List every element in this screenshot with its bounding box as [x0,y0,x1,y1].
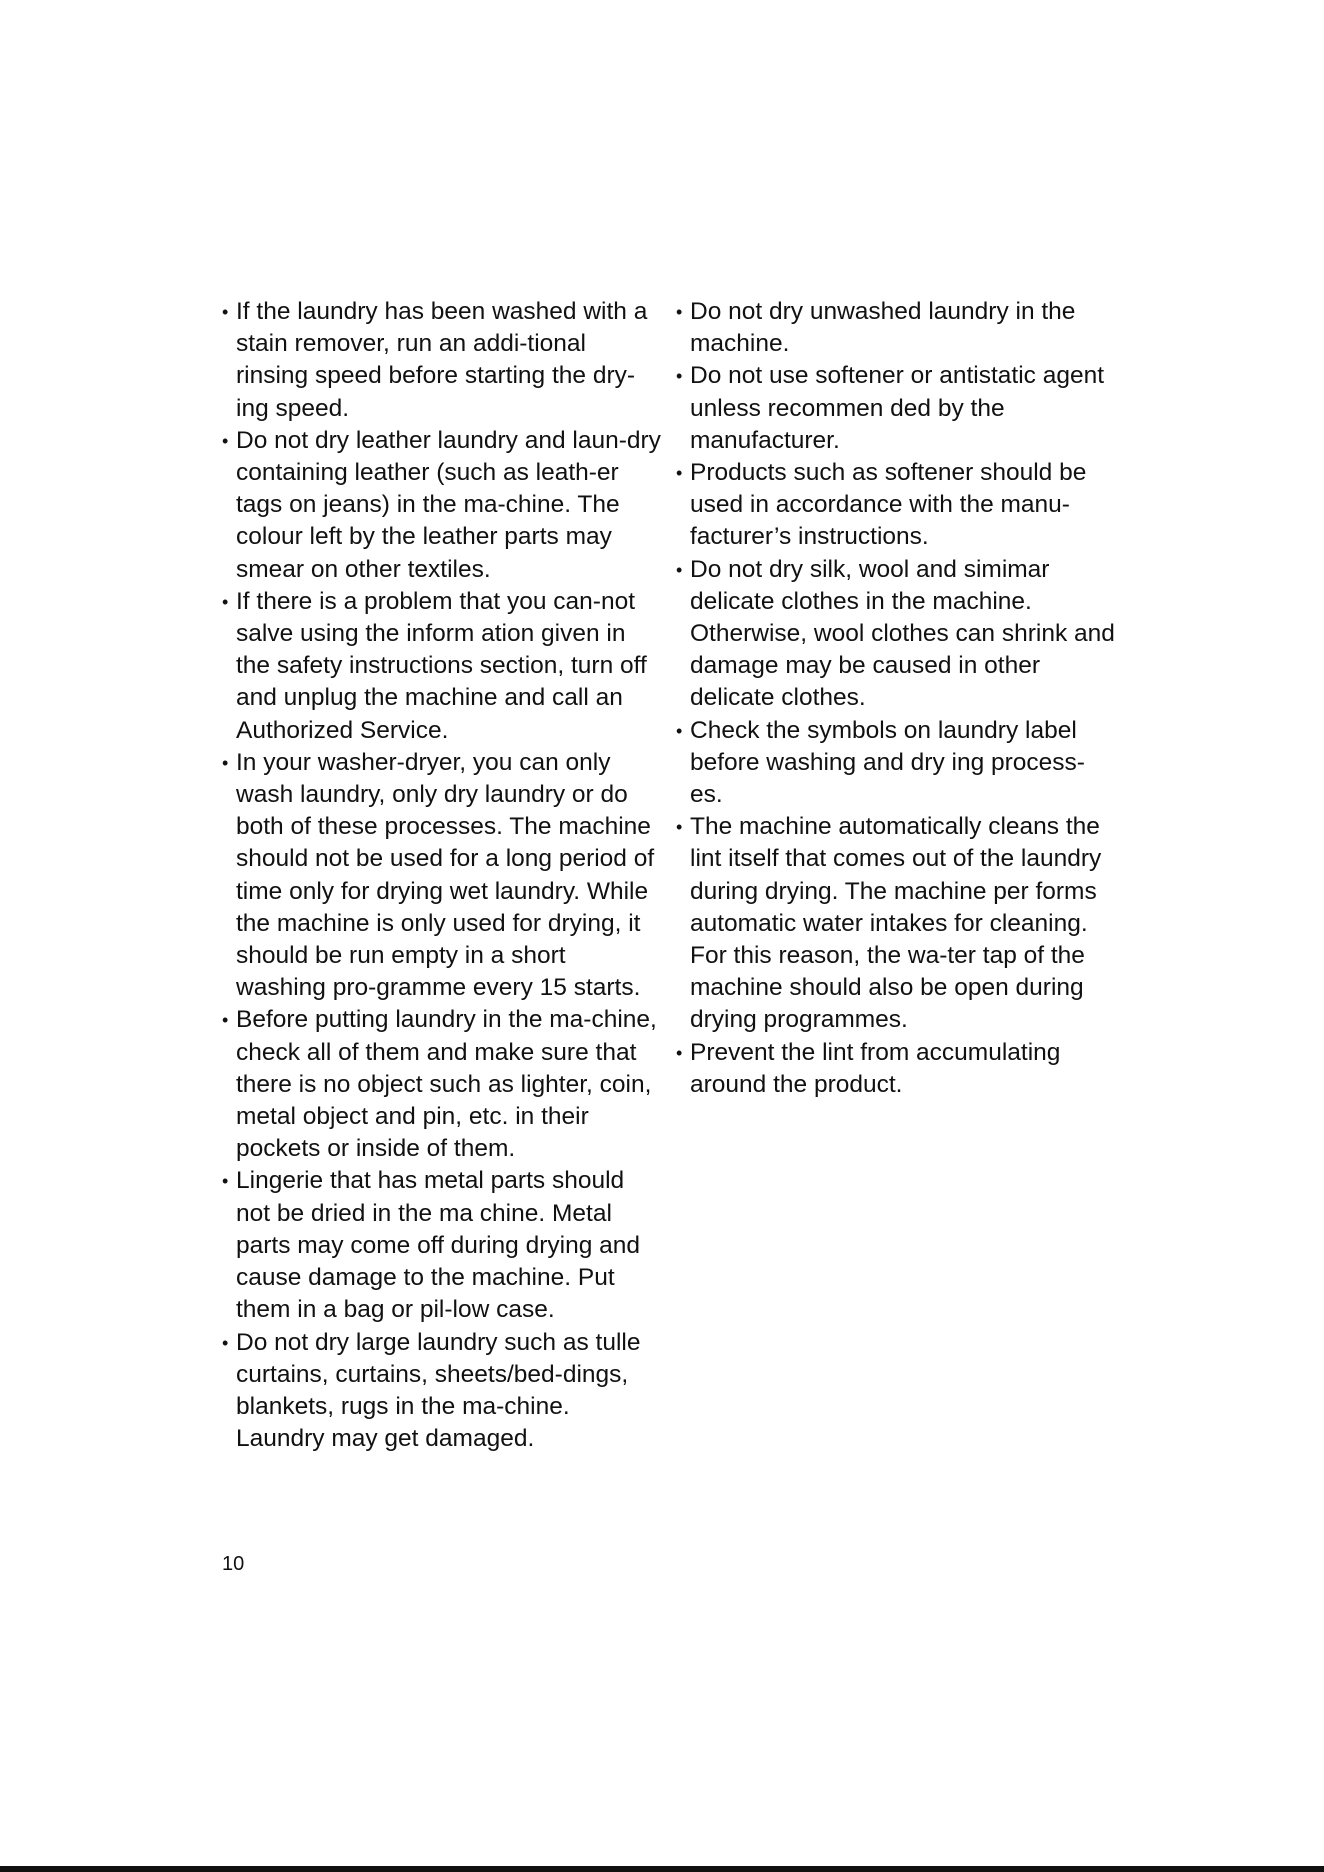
list-item: • Do not dry silk, wool and simimar delicate clothes in the machine. Otherwise, wool clothes can shrink and damage may be caused in other delicate clothes. [676,554,1116,715]
right-column [676,296,1116,1101]
bottom-rule [0,1866,1324,1872]
page-number: 10 [222,1553,245,1575]
list-item: • Prevent the lint from accumulating around the product. [676,1037,1116,1101]
list-item: • If the laundry has been washed with a stain remover, run an addi-tional rinsing speed before starting the dry-ing speed. [222,296,662,425]
list-item: • Do not use softener or antistatic agent unless recommen ded by the manufacturer. [676,360,1116,457]
list-item: • Do not dry large laundry such as tulle curtains, curtains, sheets/bed-dings, blankets, rugs in the ma-chine. Laundry may get damaged. [222,1327,662,1456]
list-item: • Products such as softener should be used in accordance with the manu-facturer’s instructions. [676,457,1116,554]
list-item: • Before putting laundry in the ma-chine, check all of them and make sure that there is no object such as lighter, coin, metal object and pin, etc. in their pockets or inside of them. [222,1004,662,1165]
list-item: • Lingerie that has metal parts should not be dried in the ma chine. Metal parts may come off during drying and cause damage to the machine. Put them in a bag or pil-low case. [222,1165,662,1326]
list-item: • Check the symbols on laundry label before washing and dry ing process-es. [676,715,1116,812]
list-item: • If there is a problem that you can-not salve using the inform ation given in the safety instructions section, turn off and unplug the machine and call an Authorized Service. [222,586,662,747]
list-item: • In your washer-dryer, you can only wash laundry, only dry laundry or do both of these processes. The machine should not be used for a long period of time only for drying wet laundry. While the machine is only used for drying, it should be run empty in a short washing pro-gramme every 15 starts. [222,747,662,1005]
list-item: • The machine automatically cleans the lint itself that comes out of the laundry during drying. The machine per forms automatic water intakes for cleaning. For this reason, the wa-ter tap of the machine should also be open during drying programmes. [676,811,1116,1036]
list-item: • Do not dry leather laundry and laun-dry containing leather (such as leath-er tags on jeans) in the ma-chine. The colour left by the leather parts may smear on other textiles. [222,425,662,586]
list-item: • Do not dry unwashed laundry in the machine. [676,296,1116,360]
left-column [222,296,662,1455]
